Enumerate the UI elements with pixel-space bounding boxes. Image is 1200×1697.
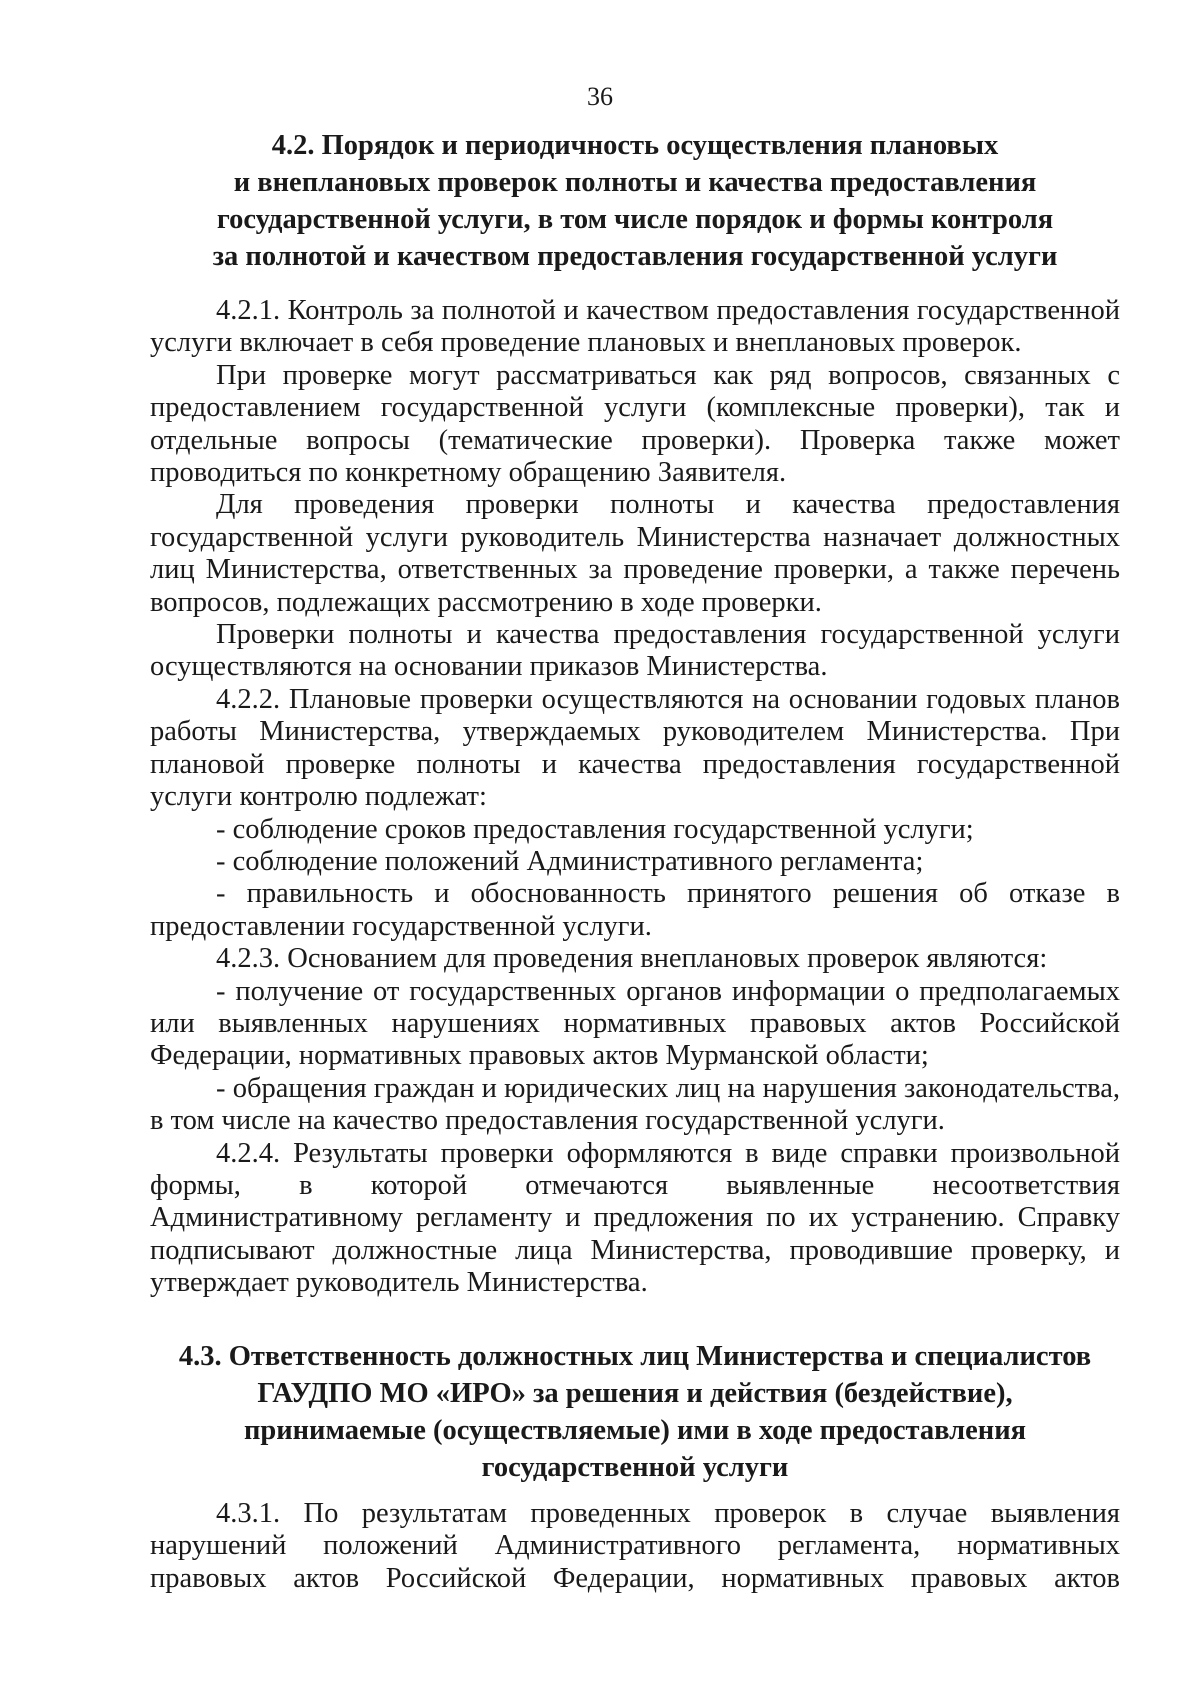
section-4-2-heading	[150, 127, 1120, 275]
section-4-3-body	[150, 1498, 1120, 1595]
paragraph-4-2-3: 4.2.3. Основанием для проведения внеплановых проверок являются:	[216, 943, 1048, 975]
paragraph: Проверки полноты и качества предоставления государственной услуги осуществляются на основании приказов Министерства.	[150, 619, 1120, 683]
heading-line: 4.3. Ответственность должностных лиц Министерства и специалистов	[178, 1341, 1092, 1372]
section-4-3-heading	[150, 1338, 1120, 1486]
paragraph: Для проведения проверки полноты и качества предоставления государственной услуги руководитель Министерства назначает должностных лиц Министерства, ответственных за проведение проверки, а также перечень вопросов, подлежащих рассмотрению в ходе проверки.	[150, 489, 1120, 618]
heading-line: 4.2. Порядок и периодичность осуществления плановых	[271, 130, 999, 161]
paragraph-4-2-1: 4.2.1. Контроль за полнотой и качеством предоставления государственной услуги включает в себя проведение плановых и внеплановых проверок.	[150, 295, 1120, 359]
section-4-2-body	[150, 295, 1120, 1300]
paragraph-4-3-1: 4.3.1. По результатам проведенных проверок в случае выявления нарушений положений Административного регламента, нормативных правовых актов Российской Федерации, нормативных правовых актов	[150, 1498, 1120, 1594]
list-item: - получение от государственных органов информации о предполагаемых или выявленных нарушениях нормативных правовых актов Российской Федерации, нормативных правовых актов Мурманской области;	[150, 975, 1120, 1072]
heading-line: за полнотой и качеством предоставления государственной услуги	[212, 241, 1058, 272]
heading-line: государственной услуги, в том числе порядок и формы контроля	[216, 204, 1054, 235]
heading-line: государственной услуги	[481, 1452, 789, 1483]
list-item: - соблюдение положений Административного регламента;	[216, 845, 924, 877]
list-item: - соблюдение сроков предоставления государственной услуги;	[216, 813, 974, 845]
list-item: - правильность и обоснованность принятого решения об отказе в предоставлении государственной услуги.	[150, 878, 1120, 942]
page-number: 36	[587, 82, 613, 111]
paragraph-4-2-4: 4.2.4. Результаты проверки оформляются в виде справки произвольной формы, в которой отмечаются выявленные несоответствия Административному регламенту и предложения по их устранению. Справку подписывают должностные лица Министерства, проводившие проверку, и утверждает руководитель Министерства.	[150, 1137, 1120, 1299]
paragraph-4-2-2: 4.2.2. Плановые проверки осуществляются на основании годовых планов работы Министерства, утверждаемых руководителем Министерства. При плановой проверке полноты и качества предоставления государственной услуги контролю подлежат:	[150, 683, 1120, 813]
paragraph: При проверке могут рассматриваться как ряд вопросов, связанных с предоставлением государственной услуги (комплексные проверки), так и отдельные вопросы (тематические проверки). Проверка также может проводиться по конкретному обращению Заявителя.	[150, 359, 1120, 489]
list-item: - обращения граждан и юридических лиц на нарушения законодательства, в том числе на качество предоставления государственной услуги.	[150, 1072, 1120, 1137]
heading-line: и внеплановых проверок полноты и качества предоставления	[233, 167, 1037, 198]
heading-line: принимаемые (осуществляемые) ими в ходе предоставления	[243, 1415, 1027, 1446]
heading-line: ГАУДПО МО «ИРО» за решения и действия (бездействие),	[257, 1378, 1013, 1409]
